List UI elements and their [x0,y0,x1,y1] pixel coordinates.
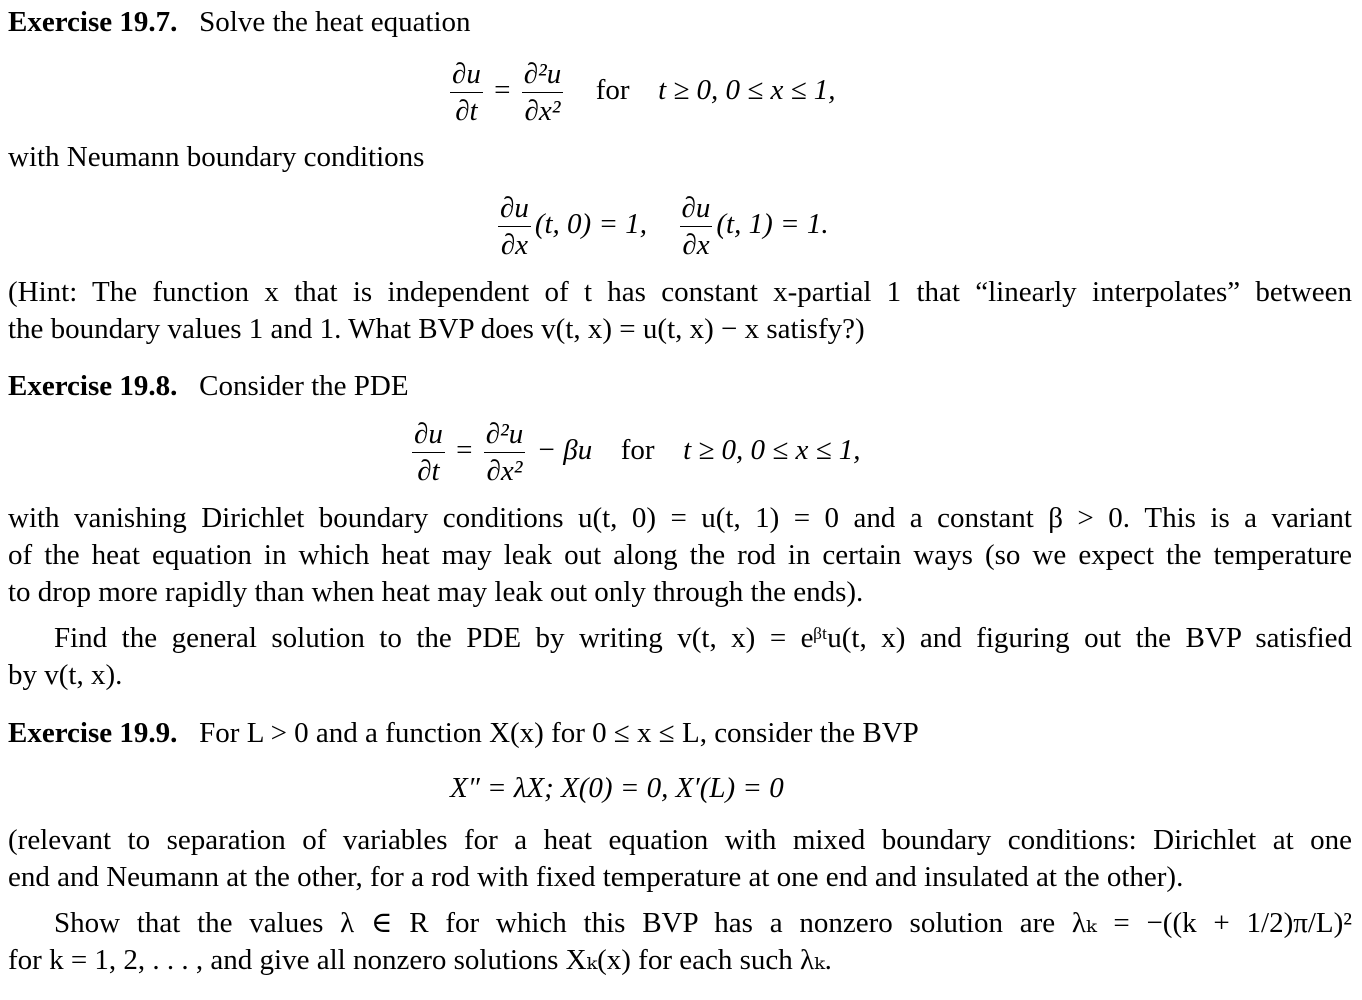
equation-word: for [620,434,655,467]
denominator: ∂x² [486,455,523,487]
hint-line-2: the boundary values 1 and 1. What BVP does v(t, x) = u(t, x) − x satisfy?) [8,313,865,345]
paragraph-line: Find the general solution to the PDE by writing v(t, x) = eᵝᵗu(t, x) and figuring out the BVP satisfied [54,622,1352,654]
fraction [498,190,531,263]
paragraph-line: Show that the values λ ∈ R for which this BVP has a nonzero solution are λₖ = −((k + 1/2)π/L)² [54,907,1352,939]
numerator: ∂u [498,190,531,227]
fraction [484,416,526,489]
paragraph-line: for k = 1, 2, . . . , and give all nonzero solutions Xₖ(x) for each such λₖ. [8,944,832,976]
equation-term: (t, 1) = 1. [716,208,829,241]
numerator: ∂u [450,56,483,93]
paragraph-line: by v(t, x). [8,659,123,691]
exercise-intro: Solve the heat equation [199,6,471,38]
numerator: ∂²u [522,56,564,93]
exercise-intro: For L > 0 and a function X(x) for 0 ≤ x ≤ L, consider the BVP [199,717,919,749]
paragraph-line: with Neumann boundary conditions [8,141,425,173]
equation-term: (t, 0) = 1, [534,208,648,241]
fraction [680,190,713,263]
fraction [522,56,564,129]
fraction [412,416,445,489]
equation-word: for [595,74,630,107]
exercise-intro: Consider the PDE [199,370,409,402]
heat-equation [446,56,836,129]
paragraph-line: to drop more rapidly than when heat may leak out only through the ends). [8,576,864,608]
equation-term: − βu [536,434,593,467]
equals-sign: = [456,434,473,467]
paragraph-line: of the heat equation in which heat may leak out along the rod in certain ways (so we expect the temperature [8,539,1352,571]
denominator: ∂t [455,95,478,127]
equation-condition: t ≥ 0, 0 ≤ x ≤ 1, [683,434,861,467]
exercise-19-7-heading [8,4,1352,41]
hint-line-1: (Hint: The function x that is independent of t has constant x-partial 1 that “linearly interpolates” between [8,276,1352,308]
numerator: ∂²u [484,416,526,453]
paragraph-line: end and Neumann at the other, for a rod with fixed temperature at one end and insulated at the other). [8,861,1184,893]
exercise-label: Exercise 19.9. [8,717,178,749]
exercise-label: Exercise 19.7. [8,6,178,38]
leaky-heat-equation [408,416,861,489]
numerator: ∂u [412,416,445,453]
denominator: ∂t [417,455,440,487]
denominator: ∂x [500,229,529,261]
fraction [450,56,483,129]
exercise-19-8-heading [8,368,1352,405]
equals-sign: = [494,74,511,107]
denominator: ∂x [682,229,710,261]
boundary-conditions-equation [494,190,829,263]
numerator: ∂u [680,190,713,227]
paragraph-line: with vanishing Dirichlet boundary conditions u(t, 0) = u(t, 1) = 0 and a constant β > 0. This is a variant [8,502,1352,534]
bvp-equation: X″ = λX; X(0) = 0, X′(L) = 0 [450,772,784,804]
denominator: ∂x² [524,95,561,127]
exercise-label: Exercise 19.8. [8,370,178,402]
exercise-19-9-heading [8,715,1352,752]
paragraph-line: (relevant to separation of variables for a heat equation with mixed boundary conditions: Dirichlet at one [8,824,1352,856]
equation-condition: t ≥ 0, 0 ≤ x ≤ 1, [658,74,836,107]
